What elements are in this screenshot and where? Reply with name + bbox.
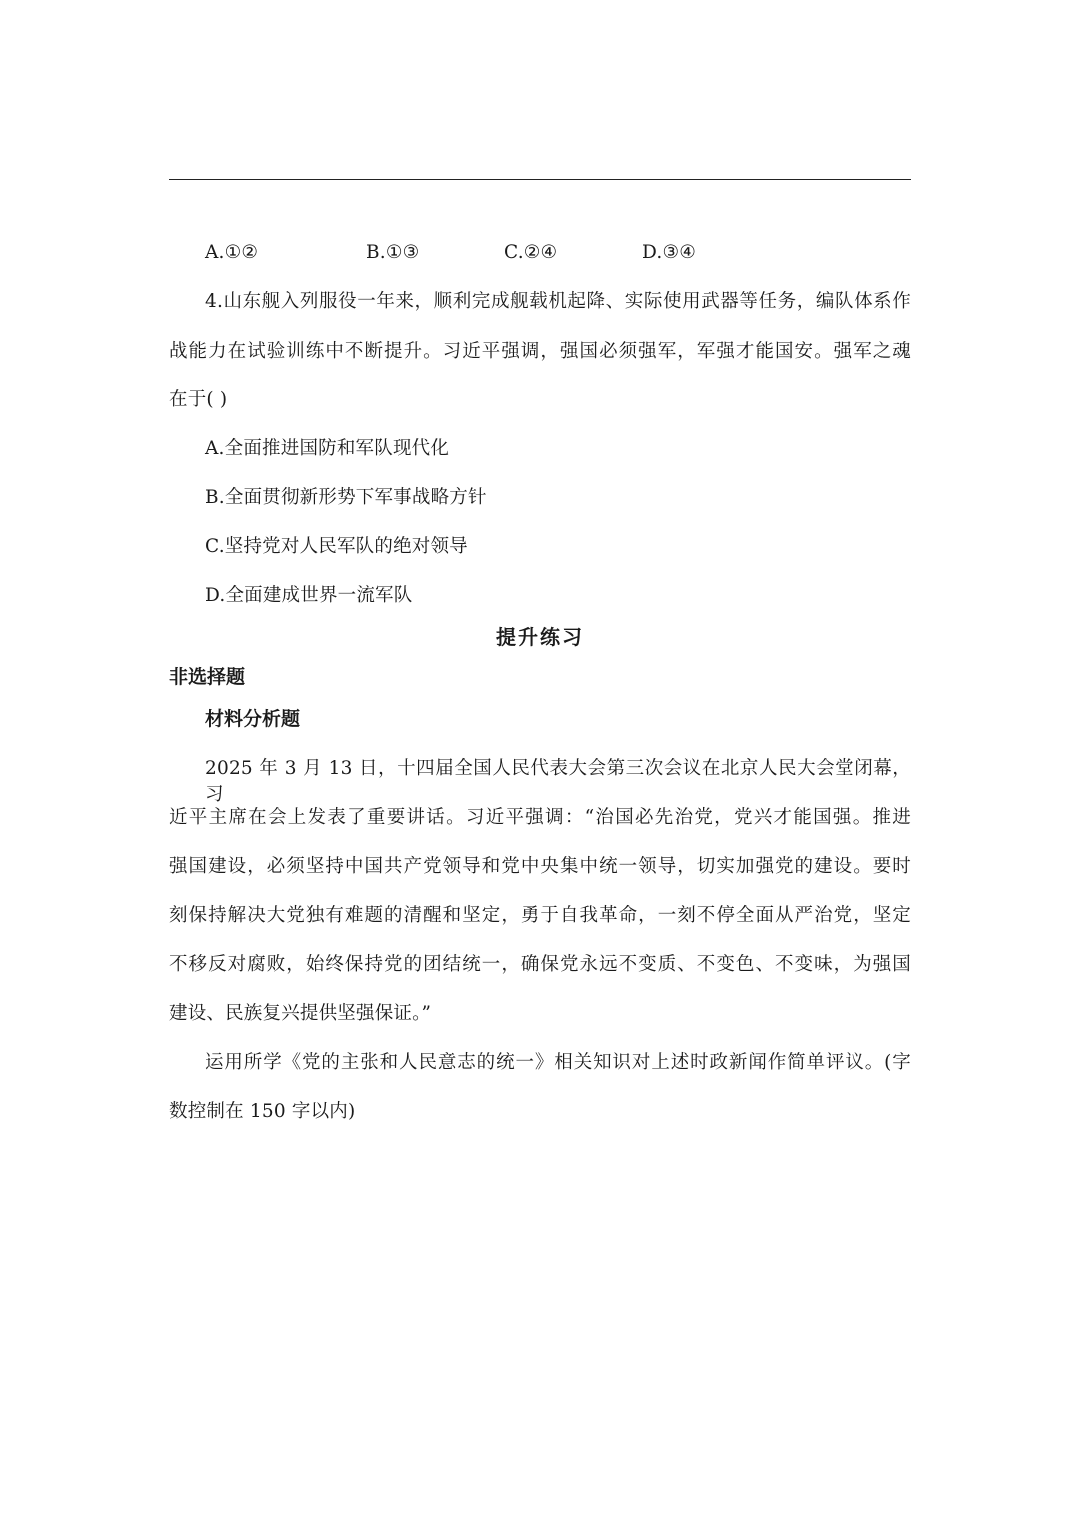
material-line-1: 2025 年 3 月 13 日，十四届全国人民代表大会第三次会议在北京人民大会堂闭幕，习 [205,758,911,805]
q3-option-c: C.②④ [504,242,558,263]
section-subsubtitle: 材料分析题 [205,708,301,730]
q3-options [0,240,1080,266]
q4-stem-line-3: 在于( ) [169,389,228,410]
q4-option-a: A.全面推进国防和军队现代化 [205,438,450,459]
section-subtitle: 非选择题 [169,666,246,688]
material-line-2: 近平主席在会上发表了重要讲话。习近平强调：“治国必先治党，党兴才能国强。推进 [169,807,911,828]
material-line-6: 建设、民族复兴提供坚强保证。” [169,1003,432,1024]
q3-option-b: B.①③ [366,242,420,263]
question-line-1: 运用所学《党的主张和人民意志的统一》相关知识对上述时政新闻作简单评议。(字 [205,1052,911,1073]
section-title: 提升练习 [496,625,584,649]
q3-option-d: D.③④ [642,242,697,263]
q4-option-b: B.全面贯彻新形势下军事战略方针 [205,487,487,508]
q4-stem-line-2: 战能力在试验训练中不断提升。习近平强调，强国必须强军，军强才能国安。强军之魂 [169,341,911,362]
top-divider [169,179,911,180]
material-line-3: 强国建设，必须坚持中国共产党领导和党中央集中统一领导，切实加强党的建设。要时 [169,856,911,877]
question-line-2: 数控制在 150 字以内) [169,1101,356,1122]
material-line-4: 刻保持解决大党独有难题的清醒和坚定，勇于自我革命，一刻不停全面从严治党，坚定 [169,905,911,926]
q4-option-d: D.全面建成世界一流军队 [205,585,413,606]
q4-stem-line-1: 4.山东舰入列服役一年来，顺利完成舰载机起降、实际使用武器等任务，编队体系作 [205,291,911,312]
q3-option-a: A.①② [205,242,259,263]
q4-option-c: C.坚持党对人民军队的绝对领导 [205,536,468,557]
material-line-5: 不移反对腐败，始终保持党的团结统一，确保党永远不变质、不变色、不变味，为强国 [169,954,911,975]
